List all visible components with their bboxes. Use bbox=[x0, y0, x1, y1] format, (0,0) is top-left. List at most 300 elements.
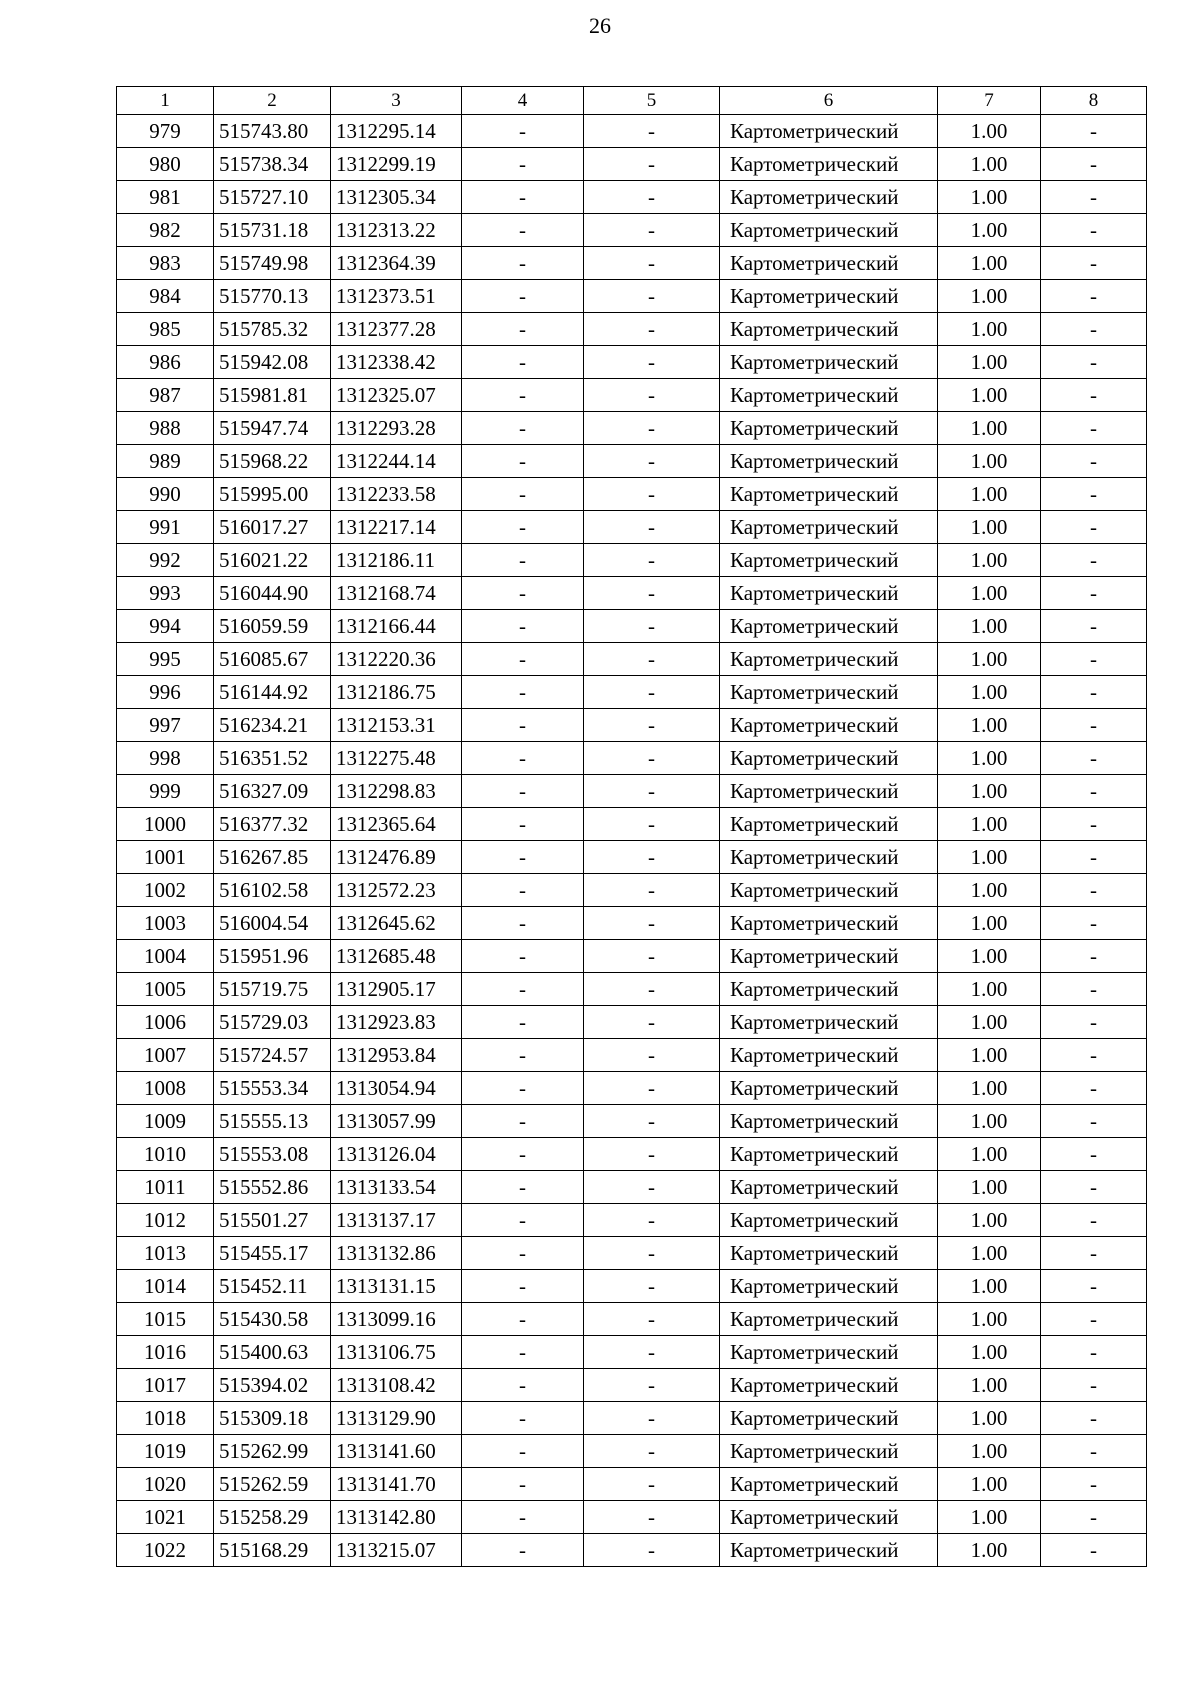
accuracy-cell: 1.00 bbox=[938, 280, 1041, 313]
table-row bbox=[117, 1171, 1147, 1204]
table-row bbox=[117, 412, 1147, 445]
col5-cell: - bbox=[584, 1006, 720, 1039]
col5-cell: - bbox=[584, 181, 720, 214]
col5-cell: - bbox=[584, 1072, 720, 1105]
col4-cell: - bbox=[462, 412, 584, 445]
table-body bbox=[117, 87, 1147, 1567]
col5-cell: - bbox=[584, 412, 720, 445]
y-coordinate-cell: 1312305.34 bbox=[331, 181, 462, 214]
col4-cell: - bbox=[462, 181, 584, 214]
y-coordinate-cell: 1312572.23 bbox=[331, 874, 462, 907]
col4-cell: - bbox=[462, 1072, 584, 1105]
x-coordinate-cell: 516017.27 bbox=[214, 511, 331, 544]
col5-cell: - bbox=[584, 445, 720, 478]
x-coordinate-cell: 515168.29 bbox=[214, 1534, 331, 1567]
table-row bbox=[117, 1270, 1147, 1303]
x-coordinate-cell: 516102.58 bbox=[214, 874, 331, 907]
accuracy-cell: 1.00 bbox=[938, 973, 1041, 1006]
table-row bbox=[117, 478, 1147, 511]
x-coordinate-cell: 516004.54 bbox=[214, 907, 331, 940]
method-cell: Картометрический bbox=[720, 1303, 938, 1336]
accuracy-cell: 1.00 bbox=[938, 1138, 1041, 1171]
col5-cell: - bbox=[584, 775, 720, 808]
y-coordinate-cell: 1313126.04 bbox=[331, 1138, 462, 1171]
col5-cell: - bbox=[584, 874, 720, 907]
point-number-cell: 1006 bbox=[117, 1006, 214, 1039]
method-cell: Картометрический bbox=[720, 1138, 938, 1171]
point-number-cell: 999 bbox=[117, 775, 214, 808]
y-coordinate-cell: 1312299.19 bbox=[331, 148, 462, 181]
col8-cell: - bbox=[1041, 247, 1147, 280]
y-coordinate-cell: 1313137.17 bbox=[331, 1204, 462, 1237]
col4-cell: - bbox=[462, 940, 584, 973]
method-cell: Картометрический bbox=[720, 676, 938, 709]
col5-cell: - bbox=[584, 1534, 720, 1567]
col5-cell: - bbox=[584, 577, 720, 610]
y-coordinate-cell: 1313108.42 bbox=[331, 1369, 462, 1402]
col4-cell: - bbox=[462, 874, 584, 907]
table-row bbox=[117, 280, 1147, 313]
col5-cell: - bbox=[584, 1435, 720, 1468]
accuracy-cell: 1.00 bbox=[938, 148, 1041, 181]
accuracy-cell: 1.00 bbox=[938, 115, 1041, 148]
col8-cell: - bbox=[1041, 1336, 1147, 1369]
point-number-cell: 985 bbox=[117, 313, 214, 346]
col5-cell: - bbox=[584, 511, 720, 544]
accuracy-cell: 1.00 bbox=[938, 478, 1041, 511]
x-coordinate-cell: 516044.90 bbox=[214, 577, 331, 610]
point-number-cell: 1017 bbox=[117, 1369, 214, 1402]
point-number-cell: 1004 bbox=[117, 940, 214, 973]
table-row bbox=[117, 1435, 1147, 1468]
y-coordinate-cell: 1312685.48 bbox=[331, 940, 462, 973]
y-coordinate-cell: 1313132.86 bbox=[331, 1237, 462, 1270]
header-cell-4: 4 bbox=[462, 87, 584, 115]
table-row bbox=[117, 181, 1147, 214]
x-coordinate-cell: 515981.81 bbox=[214, 379, 331, 412]
col5-cell: - bbox=[584, 610, 720, 643]
col5-cell: - bbox=[584, 1402, 720, 1435]
y-coordinate-cell: 1312377.28 bbox=[331, 313, 462, 346]
method-cell: Картометрический bbox=[720, 643, 938, 676]
x-coordinate-cell: 515452.11 bbox=[214, 1270, 331, 1303]
col8-cell: - bbox=[1041, 610, 1147, 643]
col5-cell: - bbox=[584, 709, 720, 742]
col8-cell: - bbox=[1041, 973, 1147, 1006]
x-coordinate-cell: 516234.21 bbox=[214, 709, 331, 742]
method-cell: Картометрический bbox=[720, 1534, 938, 1567]
y-coordinate-cell: 1312217.14 bbox=[331, 511, 462, 544]
col4-cell: - bbox=[462, 1534, 584, 1567]
method-cell: Картометрический bbox=[720, 1171, 938, 1204]
coordinates-table bbox=[116, 86, 1147, 1567]
col4-cell: - bbox=[462, 247, 584, 280]
point-number-cell: 990 bbox=[117, 478, 214, 511]
x-coordinate-cell: 515400.63 bbox=[214, 1336, 331, 1369]
col4-cell: - bbox=[462, 148, 584, 181]
col8-cell: - bbox=[1041, 577, 1147, 610]
col5-cell: - bbox=[584, 346, 720, 379]
col8-cell: - bbox=[1041, 874, 1147, 907]
point-number-cell: 983 bbox=[117, 247, 214, 280]
x-coordinate-cell: 515552.86 bbox=[214, 1171, 331, 1204]
accuracy-cell: 1.00 bbox=[938, 1006, 1041, 1039]
y-coordinate-cell: 1313141.70 bbox=[331, 1468, 462, 1501]
y-coordinate-cell: 1312186.75 bbox=[331, 676, 462, 709]
method-cell: Картометрический bbox=[720, 445, 938, 478]
method-cell: Картометрический bbox=[720, 115, 938, 148]
y-coordinate-cell: 1313099.16 bbox=[331, 1303, 462, 1336]
method-cell: Картометрический bbox=[720, 1105, 938, 1138]
method-cell: Картометрический bbox=[720, 940, 938, 973]
y-coordinate-cell: 1312220.36 bbox=[331, 643, 462, 676]
header-cell-2: 2 bbox=[214, 87, 331, 115]
accuracy-cell: 1.00 bbox=[938, 346, 1041, 379]
col8-cell: - bbox=[1041, 1039, 1147, 1072]
col4-cell: - bbox=[462, 1039, 584, 1072]
accuracy-cell: 1.00 bbox=[938, 247, 1041, 280]
method-cell: Картометрический bbox=[720, 841, 938, 874]
col8-cell: - bbox=[1041, 115, 1147, 148]
point-number-cell: 992 bbox=[117, 544, 214, 577]
col4-cell: - bbox=[462, 1369, 584, 1402]
method-cell: Картометрический bbox=[720, 148, 938, 181]
col4-cell: - bbox=[462, 1171, 584, 1204]
accuracy-cell: 1.00 bbox=[938, 1105, 1041, 1138]
x-coordinate-cell: 515262.59 bbox=[214, 1468, 331, 1501]
col5-cell: - bbox=[584, 1138, 720, 1171]
method-cell: Картометрический bbox=[720, 511, 938, 544]
y-coordinate-cell: 1312298.83 bbox=[331, 775, 462, 808]
x-coordinate-cell: 516085.67 bbox=[214, 643, 331, 676]
y-coordinate-cell: 1313141.60 bbox=[331, 1435, 462, 1468]
col4-cell: - bbox=[462, 577, 584, 610]
accuracy-cell: 1.00 bbox=[938, 1204, 1041, 1237]
point-number-cell: 993 bbox=[117, 577, 214, 610]
col4-cell: - bbox=[462, 775, 584, 808]
method-cell: Картометрический bbox=[720, 412, 938, 445]
col5-cell: - bbox=[584, 478, 720, 511]
x-coordinate-cell: 515430.58 bbox=[214, 1303, 331, 1336]
col8-cell: - bbox=[1041, 313, 1147, 346]
y-coordinate-cell: 1313133.54 bbox=[331, 1171, 462, 1204]
table-row bbox=[117, 841, 1147, 874]
accuracy-cell: 1.00 bbox=[938, 1501, 1041, 1534]
accuracy-cell: 1.00 bbox=[938, 610, 1041, 643]
col8-cell: - bbox=[1041, 808, 1147, 841]
x-coordinate-cell: 515724.57 bbox=[214, 1039, 331, 1072]
method-cell: Картометрический bbox=[720, 1468, 938, 1501]
x-coordinate-cell: 516351.52 bbox=[214, 742, 331, 775]
y-coordinate-cell: 1313129.90 bbox=[331, 1402, 462, 1435]
accuracy-cell: 1.00 bbox=[938, 214, 1041, 247]
accuracy-cell: 1.00 bbox=[938, 1039, 1041, 1072]
col8-cell: - bbox=[1041, 346, 1147, 379]
accuracy-cell: 1.00 bbox=[938, 841, 1041, 874]
col4-cell: - bbox=[462, 214, 584, 247]
table-row bbox=[117, 148, 1147, 181]
table-row bbox=[117, 874, 1147, 907]
col8-cell: - bbox=[1041, 445, 1147, 478]
y-coordinate-cell: 1312275.48 bbox=[331, 742, 462, 775]
col4-cell: - bbox=[462, 346, 584, 379]
col8-cell: - bbox=[1041, 1270, 1147, 1303]
method-cell: Картометрический bbox=[720, 478, 938, 511]
method-cell: Картометрический bbox=[720, 1369, 938, 1402]
y-coordinate-cell: 1313054.94 bbox=[331, 1072, 462, 1105]
point-number-cell: 996 bbox=[117, 676, 214, 709]
x-coordinate-cell: 515749.98 bbox=[214, 247, 331, 280]
col8-cell: - bbox=[1041, 1138, 1147, 1171]
accuracy-cell: 1.00 bbox=[938, 1303, 1041, 1336]
col5-cell: - bbox=[584, 1303, 720, 1336]
method-cell: Картометрический bbox=[720, 313, 938, 346]
col8-cell: - bbox=[1041, 1402, 1147, 1435]
table-row bbox=[117, 511, 1147, 544]
col4-cell: - bbox=[462, 973, 584, 1006]
col4-cell: - bbox=[462, 676, 584, 709]
table-row bbox=[117, 610, 1147, 643]
col8-cell: - bbox=[1041, 676, 1147, 709]
header-cell-7: 7 bbox=[938, 87, 1041, 115]
x-coordinate-cell: 515258.29 bbox=[214, 1501, 331, 1534]
table-row bbox=[117, 1303, 1147, 1336]
col4-cell: - bbox=[462, 643, 584, 676]
header-cell-8: 8 bbox=[1041, 87, 1147, 115]
point-number-cell: 1020 bbox=[117, 1468, 214, 1501]
method-cell: Картометрический bbox=[720, 1501, 938, 1534]
col5-cell: - bbox=[584, 643, 720, 676]
method-cell: Картометрический bbox=[720, 1039, 938, 1072]
x-coordinate-cell: 515394.02 bbox=[214, 1369, 331, 1402]
point-number-cell: 979 bbox=[117, 115, 214, 148]
y-coordinate-cell: 1312905.17 bbox=[331, 973, 462, 1006]
col5-cell: - bbox=[584, 676, 720, 709]
col8-cell: - bbox=[1041, 742, 1147, 775]
y-coordinate-cell: 1312313.22 bbox=[331, 214, 462, 247]
y-coordinate-cell: 1313142.80 bbox=[331, 1501, 462, 1534]
accuracy-cell: 1.00 bbox=[938, 445, 1041, 478]
y-coordinate-cell: 1312153.31 bbox=[331, 709, 462, 742]
col8-cell: - bbox=[1041, 1435, 1147, 1468]
table-row bbox=[117, 1534, 1147, 1567]
col5-cell: - bbox=[584, 313, 720, 346]
col5-cell: - bbox=[584, 1270, 720, 1303]
col5-cell: - bbox=[584, 1501, 720, 1534]
method-cell: Картометрический bbox=[720, 907, 938, 940]
method-cell: Картометрический bbox=[720, 214, 938, 247]
point-number-cell: 1016 bbox=[117, 1336, 214, 1369]
col4-cell: - bbox=[462, 1468, 584, 1501]
method-cell: Картометрический bbox=[720, 1270, 938, 1303]
point-number-cell: 1022 bbox=[117, 1534, 214, 1567]
table-row bbox=[117, 313, 1147, 346]
y-coordinate-cell: 1312166.44 bbox=[331, 610, 462, 643]
point-number-cell: 1001 bbox=[117, 841, 214, 874]
x-coordinate-cell: 515951.96 bbox=[214, 940, 331, 973]
col8-cell: - bbox=[1041, 544, 1147, 577]
x-coordinate-cell: 515947.74 bbox=[214, 412, 331, 445]
col5-cell: - bbox=[584, 1105, 720, 1138]
point-number-cell: 1010 bbox=[117, 1138, 214, 1171]
col5-cell: - bbox=[584, 940, 720, 973]
table-row bbox=[117, 379, 1147, 412]
point-number-cell: 984 bbox=[117, 280, 214, 313]
table-row bbox=[117, 214, 1147, 247]
col8-cell: - bbox=[1041, 214, 1147, 247]
y-coordinate-cell: 1312338.42 bbox=[331, 346, 462, 379]
col4-cell: - bbox=[462, 445, 584, 478]
table-header-row bbox=[117, 87, 1147, 115]
col4-cell: - bbox=[462, 841, 584, 874]
table-row bbox=[117, 1468, 1147, 1501]
col5-cell: - bbox=[584, 1237, 720, 1270]
col5-cell: - bbox=[584, 148, 720, 181]
y-coordinate-cell: 1312293.28 bbox=[331, 412, 462, 445]
table-row bbox=[117, 973, 1147, 1006]
x-coordinate-cell: 515553.34 bbox=[214, 1072, 331, 1105]
x-coordinate-cell: 515738.34 bbox=[214, 148, 331, 181]
accuracy-cell: 1.00 bbox=[938, 940, 1041, 973]
point-number-cell: 997 bbox=[117, 709, 214, 742]
col8-cell: - bbox=[1041, 181, 1147, 214]
y-coordinate-cell: 1312186.11 bbox=[331, 544, 462, 577]
col4-cell: - bbox=[462, 544, 584, 577]
method-cell: Картометрический bbox=[720, 808, 938, 841]
method-cell: Картометрический bbox=[720, 1204, 938, 1237]
col8-cell: - bbox=[1041, 511, 1147, 544]
col8-cell: - bbox=[1041, 280, 1147, 313]
col4-cell: - bbox=[462, 478, 584, 511]
table-row bbox=[117, 1006, 1147, 1039]
accuracy-cell: 1.00 bbox=[938, 544, 1041, 577]
point-number-cell: 1002 bbox=[117, 874, 214, 907]
col4-cell: - bbox=[462, 313, 584, 346]
method-cell: Картометрический bbox=[720, 973, 938, 1006]
x-coordinate-cell: 515729.03 bbox=[214, 1006, 331, 1039]
accuracy-cell: 1.00 bbox=[938, 1171, 1041, 1204]
method-cell: Картометрический bbox=[720, 610, 938, 643]
table-row bbox=[117, 577, 1147, 610]
accuracy-cell: 1.00 bbox=[938, 907, 1041, 940]
x-coordinate-cell: 515719.75 bbox=[214, 973, 331, 1006]
point-number-cell: 1009 bbox=[117, 1105, 214, 1138]
method-cell: Картометрический bbox=[720, 709, 938, 742]
col5-cell: - bbox=[584, 907, 720, 940]
point-number-cell: 1013 bbox=[117, 1237, 214, 1270]
point-number-cell: 982 bbox=[117, 214, 214, 247]
accuracy-cell: 1.00 bbox=[938, 709, 1041, 742]
y-coordinate-cell: 1312365.64 bbox=[331, 808, 462, 841]
col8-cell: - bbox=[1041, 709, 1147, 742]
col5-cell: - bbox=[584, 973, 720, 1006]
col5-cell: - bbox=[584, 1171, 720, 1204]
col4-cell: - bbox=[462, 709, 584, 742]
x-coordinate-cell: 516021.22 bbox=[214, 544, 331, 577]
col8-cell: - bbox=[1041, 148, 1147, 181]
point-number-cell: 980 bbox=[117, 148, 214, 181]
table-row bbox=[117, 445, 1147, 478]
col8-cell: - bbox=[1041, 1171, 1147, 1204]
x-coordinate-cell: 515555.13 bbox=[214, 1105, 331, 1138]
x-coordinate-cell: 515770.13 bbox=[214, 280, 331, 313]
table-row bbox=[117, 115, 1147, 148]
col4-cell: - bbox=[462, 610, 584, 643]
x-coordinate-cell: 515262.99 bbox=[214, 1435, 331, 1468]
x-coordinate-cell: 516377.32 bbox=[214, 808, 331, 841]
col8-cell: - bbox=[1041, 907, 1147, 940]
point-number-cell: 1021 bbox=[117, 1501, 214, 1534]
accuracy-cell: 1.00 bbox=[938, 643, 1041, 676]
col5-cell: - bbox=[584, 1369, 720, 1402]
col4-cell: - bbox=[462, 1336, 584, 1369]
x-coordinate-cell: 516267.85 bbox=[214, 841, 331, 874]
header-cell-6: 6 bbox=[720, 87, 938, 115]
col4-cell: - bbox=[462, 1138, 584, 1171]
method-cell: Картометрический bbox=[720, 1402, 938, 1435]
table-row bbox=[117, 1336, 1147, 1369]
accuracy-cell: 1.00 bbox=[938, 1237, 1041, 1270]
x-coordinate-cell: 515785.32 bbox=[214, 313, 331, 346]
col5-cell: - bbox=[584, 379, 720, 412]
point-number-cell: 1011 bbox=[117, 1171, 214, 1204]
col8-cell: - bbox=[1041, 643, 1147, 676]
col8-cell: - bbox=[1041, 841, 1147, 874]
accuracy-cell: 1.00 bbox=[938, 1468, 1041, 1501]
col8-cell: - bbox=[1041, 1369, 1147, 1402]
point-number-cell: 988 bbox=[117, 412, 214, 445]
accuracy-cell: 1.00 bbox=[938, 1072, 1041, 1105]
col8-cell: - bbox=[1041, 412, 1147, 445]
table-row bbox=[117, 643, 1147, 676]
accuracy-cell: 1.00 bbox=[938, 676, 1041, 709]
method-cell: Картометрический bbox=[720, 1435, 938, 1468]
table-row bbox=[117, 1204, 1147, 1237]
col8-cell: - bbox=[1041, 1006, 1147, 1039]
point-number-cell: 1015 bbox=[117, 1303, 214, 1336]
col8-cell: - bbox=[1041, 379, 1147, 412]
col5-cell: - bbox=[584, 1336, 720, 1369]
col5-cell: - bbox=[584, 280, 720, 313]
y-coordinate-cell: 1312953.84 bbox=[331, 1039, 462, 1072]
y-coordinate-cell: 1313106.75 bbox=[331, 1336, 462, 1369]
table-row bbox=[117, 1072, 1147, 1105]
method-cell: Картометрический bbox=[720, 346, 938, 379]
x-coordinate-cell: 515309.18 bbox=[214, 1402, 331, 1435]
header-cell-5: 5 bbox=[584, 87, 720, 115]
col8-cell: - bbox=[1041, 1303, 1147, 1336]
accuracy-cell: 1.00 bbox=[938, 577, 1041, 610]
page-number: 26 bbox=[589, 13, 611, 38]
point-number-cell: 1005 bbox=[117, 973, 214, 1006]
x-coordinate-cell: 515455.17 bbox=[214, 1237, 331, 1270]
col8-cell: - bbox=[1041, 1204, 1147, 1237]
point-number-cell: 998 bbox=[117, 742, 214, 775]
x-coordinate-cell: 515968.22 bbox=[214, 445, 331, 478]
point-number-cell: 1019 bbox=[117, 1435, 214, 1468]
method-cell: Картометрический bbox=[720, 1072, 938, 1105]
col8-cell: - bbox=[1041, 1534, 1147, 1567]
col5-cell: - bbox=[584, 1039, 720, 1072]
method-cell: Картометрический bbox=[720, 379, 938, 412]
y-coordinate-cell: 1313131.15 bbox=[331, 1270, 462, 1303]
col5-cell: - bbox=[584, 115, 720, 148]
accuracy-cell: 1.00 bbox=[938, 874, 1041, 907]
y-coordinate-cell: 1312923.83 bbox=[331, 1006, 462, 1039]
method-cell: Картометрический bbox=[720, 577, 938, 610]
table-row bbox=[117, 1501, 1147, 1534]
point-number-cell: 987 bbox=[117, 379, 214, 412]
